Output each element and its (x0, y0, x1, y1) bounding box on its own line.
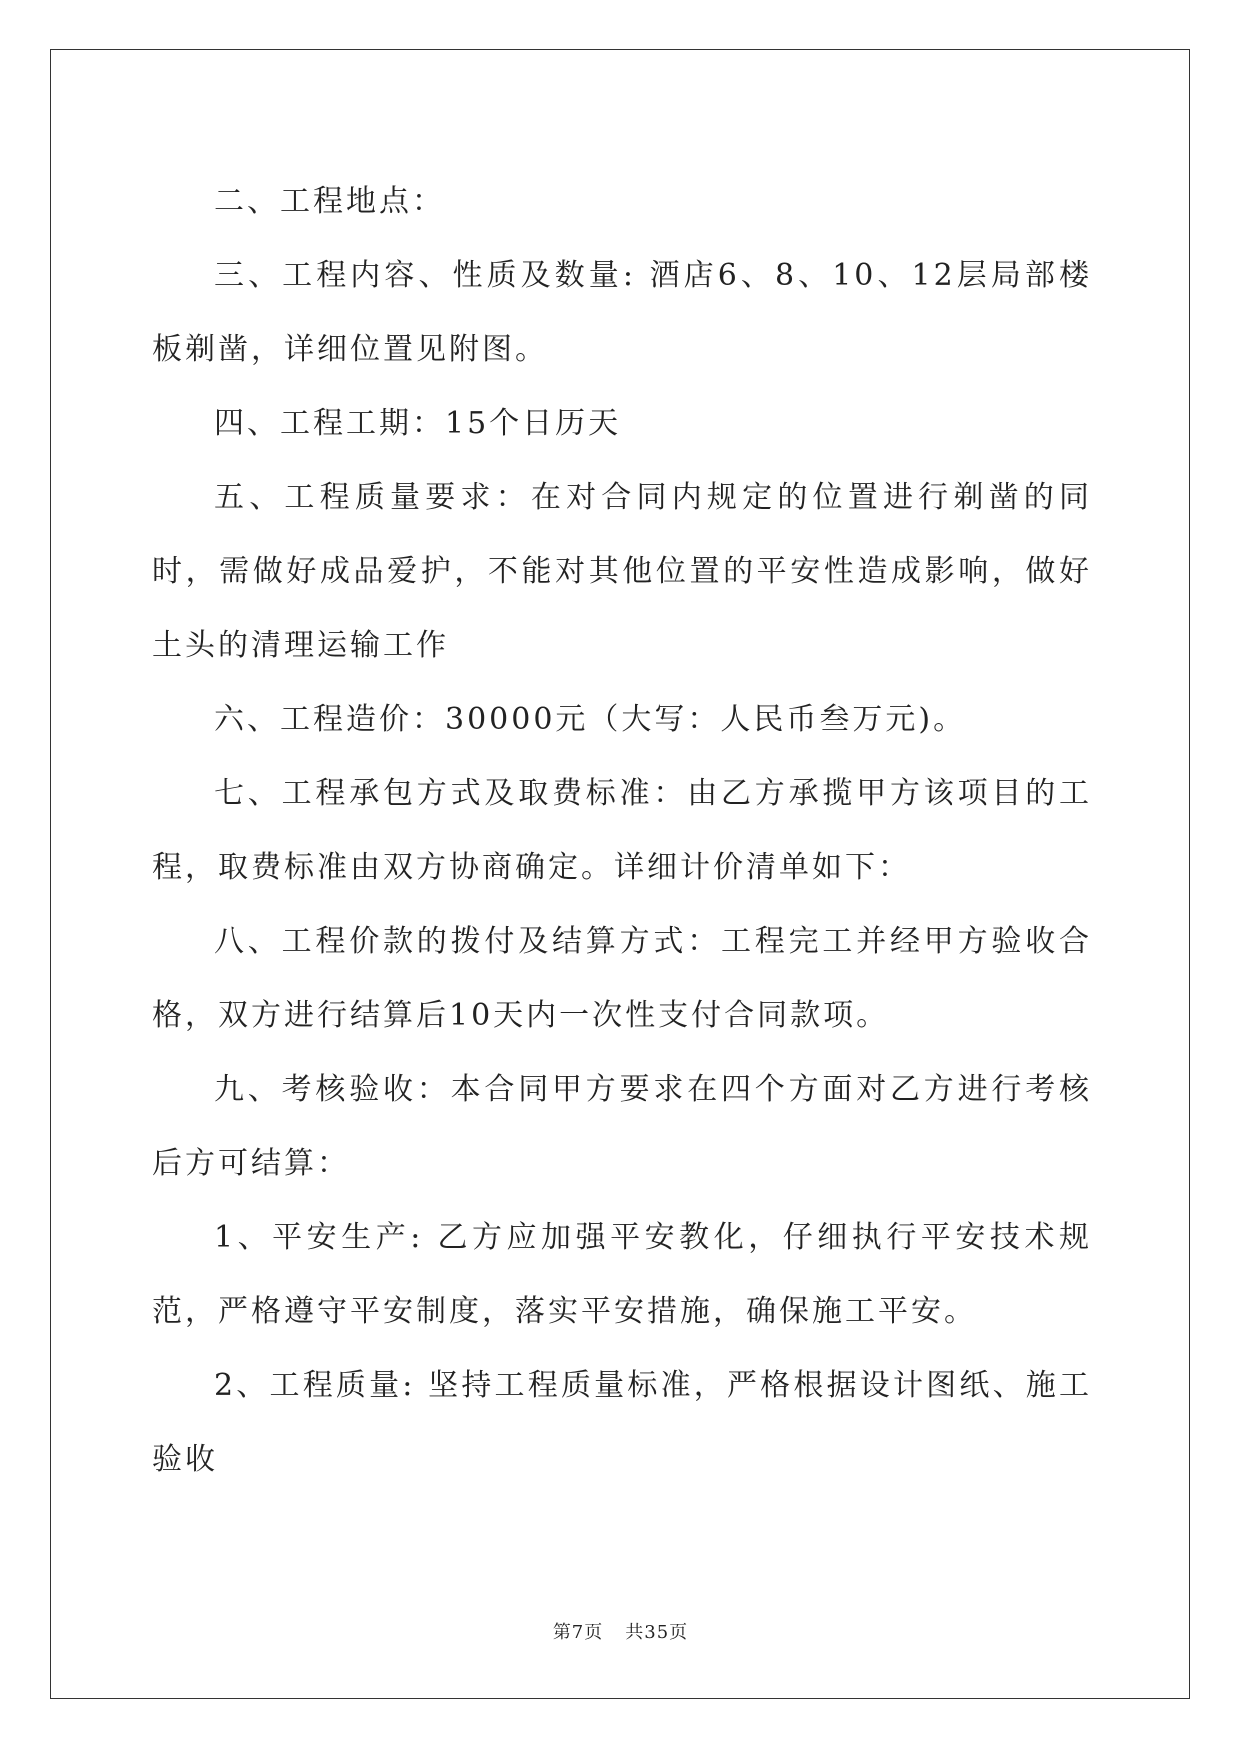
paragraph-location: 二、工程地点： (214, 184, 445, 219)
paragraph-content-scope: 三、工程内容、性质及数量: 酒店6、8、10、12层局部楼板剃凿，详细位置见附图。 (152, 258, 1092, 367)
paragraph-contract-method: 七、工程承包方式及取费标准：由乙方承揽甲方该项目的工程，取费标准由双方协商确定。详细计价清单如下： (152, 776, 1092, 885)
document-body (152, 165, 1092, 1497)
paragraph-safety: 1、平安生产: 乙方应加强平安教化，仔细执行平安技术规范，严格遵守平安制度，落实平安措施，确保施工平安。 (152, 1220, 1092, 1329)
page-total: 共35页 (625, 1622, 689, 1643)
page-footer (0, 1618, 1241, 1644)
paragraph-acceptance: 九、考核验收：本合同甲方要求在四个方面对乙方进行考核后方可结算： (152, 1072, 1092, 1181)
paragraph-cost: 六、工程造价：30000元（大写：人民币叁万元)。 (214, 702, 967, 737)
paragraph-quality-requirements: 五、工程质量要求：在对合同内规定的位置进行剃凿的同时，需做好成品爱护，不能对其他位置的平安性造成影响，做好土头的清理运输工作 (152, 480, 1092, 663)
paragraph-duration: 四、工程工期：15个日历天 (214, 406, 622, 441)
page-number: 第7页 (552, 1622, 604, 1643)
paragraph-payment: 八、工程价款的拨付及结算方式：工程完工并经甲方验收合格，双方进行结算后10天内一次性支付合同款项。 (152, 924, 1092, 1033)
paragraph-project-quality: 2、工程质量: 坚持工程质量标准，严格根据设计图纸、施工验收 (152, 1368, 1092, 1477)
